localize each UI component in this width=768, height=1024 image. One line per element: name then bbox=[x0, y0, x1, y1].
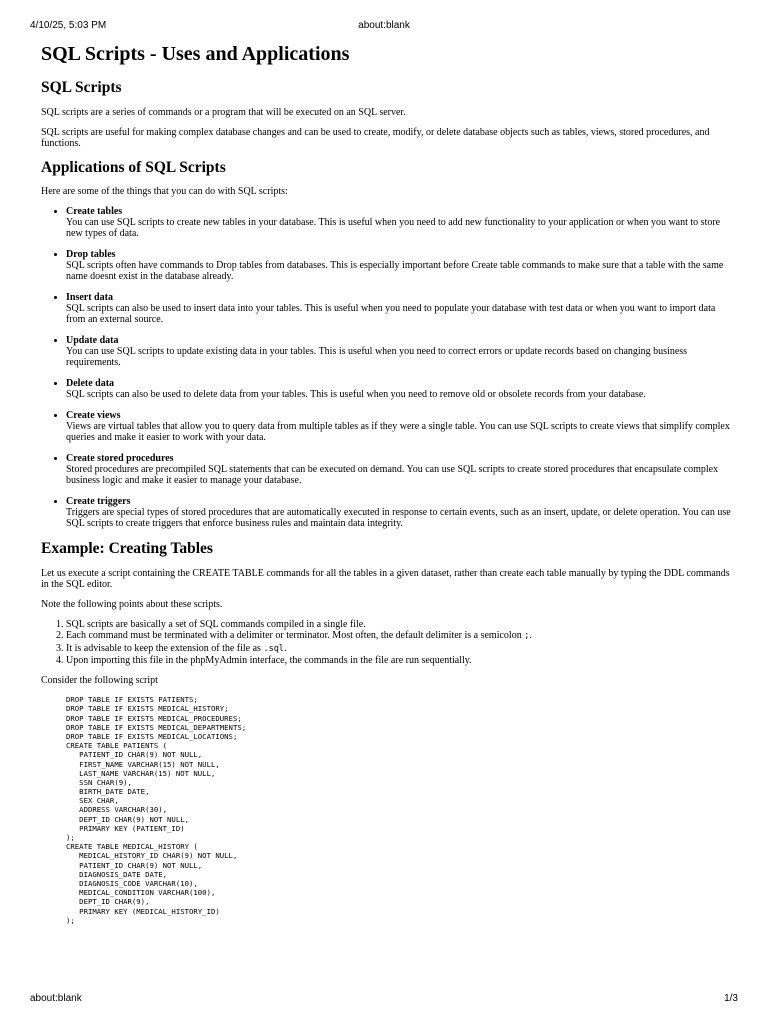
inline-code: .sql bbox=[263, 643, 284, 654]
list-item-text: Views are virtual tables that allow you to query data from multiple tables as if they were a single table. You can use SQL scripts to create views that simplify complex queries and make it easier to work with your data. bbox=[66, 421, 730, 443]
points-list bbox=[41, 619, 731, 666]
print-url: about:blank bbox=[358, 20, 410, 31]
list-item-title: • Drop tables bbox=[66, 249, 116, 260]
list-item-text: You can use SQL scripts to update existing data in your tables. This is useful when you need to correct errors or update records based on changing business requirements. bbox=[66, 346, 688, 368]
list-item bbox=[66, 643, 731, 655]
list-item bbox=[66, 378, 731, 400]
list-item-title: • Insert data bbox=[66, 292, 113, 303]
list-item bbox=[66, 410, 731, 443]
point-text: Each command must be terminated with a delimiter or terminator. Most often, the default delimiter is a semicolon bbox=[66, 630, 525, 642]
list-item bbox=[66, 619, 731, 630]
list-item bbox=[66, 249, 731, 282]
list-item bbox=[66, 335, 731, 368]
list-item bbox=[66, 655, 731, 666]
paragraph-definition: SQL scripts are a series of commands or a program that will be executed on an SQL server. bbox=[41, 107, 406, 118]
list-item-text: You can use SQL scripts to create new tables in your database. This is useful when you need to add new functionality to your application or when you want to store new types of data. bbox=[66, 217, 721, 239]
list-item-text: SQL scripts can also be used to delete data from your tables. This is useful when you need to remove old or obsolete records from your database. bbox=[66, 389, 646, 400]
list-item-title: • Create triggers bbox=[66, 496, 131, 507]
paragraph-usefulness: SQL scripts are useful for making complex database changes and can be used to create, modify, or delete database objects such as tables, views, stored procedures, and functions. bbox=[41, 127, 710, 149]
print-footer bbox=[0, 993, 768, 1007]
section-heading-applications: Applications of SQL Scripts bbox=[41, 159, 226, 176]
print-header bbox=[0, 20, 768, 34]
point-text: SQL scripts are basically a set of SQL commands compiled in a single file. bbox=[66, 619, 366, 630]
section-heading-example: Example: Creating Tables bbox=[41, 540, 213, 557]
inline-code: ; bbox=[524, 631, 530, 642]
page-number: 1/3 bbox=[724, 993, 738, 1004]
list-item bbox=[66, 206, 731, 239]
point-text: It is advisable to keep the extension of the file as bbox=[66, 642, 264, 654]
section-heading-sql-scripts: SQL Scripts bbox=[41, 79, 122, 96]
point-text: Upon importing this file in the phpMyAdmin interface, the commands in the file are run sequentially. bbox=[66, 654, 472, 666]
paragraph-points-intro: Note the following points about these scripts. bbox=[41, 599, 223, 610]
list-item-text: Stored procedures are precompiled SQL statements that can be executed on demand. You can use SQL scripts to create stored procedures that encapsulate complex business logic and make it easier to manage your database. bbox=[66, 464, 719, 486]
list-item-text: SQL scripts can also be used to insert data into your tables. This is useful when you need to populate your database with test data or when you want to import data from an external source. bbox=[66, 303, 716, 325]
document-page bbox=[41, 42, 731, 925]
page-title: SQL Scripts - Uses and Applications bbox=[41, 43, 350, 65]
list-item-text: SQL scripts often have commands to Drop tables from databases. This is especially important before Create table commands to make sure that a table with the same name doesnt exist in the database already. bbox=[66, 260, 724, 282]
applications-list bbox=[41, 206, 731, 529]
point-text: . bbox=[283, 642, 287, 654]
list-item-title: • Update data bbox=[66, 335, 119, 346]
list-item-title: • Delete data bbox=[66, 378, 115, 389]
list-item-title: • Create stored procedures bbox=[66, 453, 174, 464]
print-datetime: 4/10/25, 5:03 PM bbox=[30, 20, 107, 31]
paragraph-consider: Consider the following script bbox=[41, 675, 158, 687]
list-item bbox=[66, 630, 731, 642]
footer-url: about:blank bbox=[30, 993, 82, 1004]
list-item bbox=[66, 453, 731, 486]
point-text: . bbox=[529, 630, 532, 642]
paragraph-applications-intro: Here are some of the things that you can do with SQL scripts: bbox=[41, 186, 288, 197]
list-item-title: • Create views bbox=[66, 410, 121, 421]
list-item bbox=[66, 496, 731, 529]
list-item-text: Triggers are special types of stored procedures that are automatically executed in response to certain events, such as an insert, update, or delete operation. You can use SQL scripts to create triggers that enforce business rules and maintain data integrity. bbox=[66, 507, 731, 529]
paragraph-example-intro: Let us execute a script containing the CREATE TABLE commands for all the tables in a given dataset, rather than create each table manually by typing the DDL commands in the SQL editor. bbox=[41, 568, 730, 590]
code-block: DROP TABLE IF EXISTS PATIENTS; DROP TABLE IF EXISTS MEDICAL_HISTORY; DROP TABLE IF EXISTS MEDICAL_PROCEDURES; DROP TABLE IF EXISTS MEDICAL_DEPARTMENTS; DROP TABLE IF EXISTS MEDICAL_LOCATIONS; CREATE TABLE PATIENTS ( PATIENT_ID CHAR(9) NOT NULL, FIRST_NAME VARCHAR(15) NOT NULL, LAST_NAME VARCHAR(15) NOT NULL, SSN CHAR(9), BIRTH_DATE DATE, SEX CHAR, ADDRESS VARCHAR(30), DEPT_ID CHAR(9) NOT NULL, PRIMARY KEY (PATIENT_ID) ); CREATE TABLE MEDICAL_HISTORY ( MEDICAL_HISTORY_ID CHAR(9) NOT NULL, PATIENT_ID CHAR(9) NOT NULL, DIAGNOSIS_DATE DATE, DIAGNOSIS_CODE VARCHAR(10), MEDICAL_CONDITION VARCHAR(100), DEPT_ID CHAR(9), PRIMARY KEY (MEDICAL_HISTORY_ID) ); bbox=[66, 695, 247, 925]
list-item bbox=[66, 292, 731, 325]
list-item-title: • Create tables bbox=[66, 206, 123, 217]
